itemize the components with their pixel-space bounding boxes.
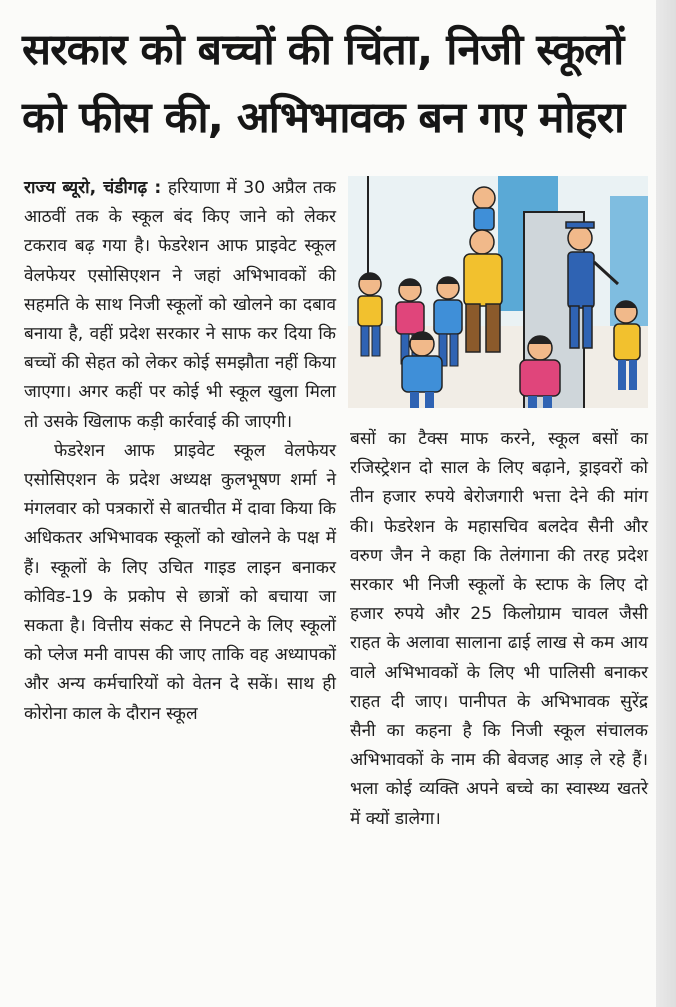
illustration-svg [348,176,648,408]
page-edge [656,0,676,1007]
headline: सरकार को बच्चों की चिंता, निजी स्कूलों को फीस की, अभिभावक बन गए मोहरा [22,25,625,143]
child-on-shoulders-body [474,208,494,230]
guard-body [568,252,594,308]
paragraph-1 [24,174,336,437]
parent-shirt [464,254,502,306]
school-children-illustration [348,176,648,408]
article-column-right [350,425,648,834]
article-column-left [24,174,336,729]
paragraph-1-text: हरियाणा में 30 अप्रैल तक आठवीं तक के स्कूल बंद किए जाने को लेकर टकराव बढ़ गया है। फेडरेशन आफ प्राइवेट स्कूल वेलफेयर एसोसिएशन ने जहां अभिभावकों की सहमति के साथ निजी स्कूलों को खोलने का दबाव बनाया है, वहीं प्रदेश सरकार ने साफ कर दिया कि बच्चों की सेहत को लेकर कोई समझौता नहीं किया जाएगा। अगर कहीं पर कोई भी स्कूल खुला मिला तो उसके खिलाफ कड़ी कार्रवाई की जाएगी। [24,178,336,432]
paragraph-2: फेडरेशन आफ प्राइवेट स्कूल वेलफेयर एसोसिएशन के प्रदेश अध्यक्ष कुलभूषण शर्मा ने मंगलवार को पत्रकारों से बातचीत में दावा किया कि अधिकतर अभिभावक स्कूलों को खोलने के पक्ष में हैं। स्कूलों के लिए उचित गाइड लाइन बनाकर कोविड-19 के प्रकोप से छात्रों को बचाया जा सकता है। वित्तीय संकट से निपटने के लिए स्कूलों को प्लेज मनी वापस की जाए ताकि वह अध्यापकों और अन्य कर्मचारियों को वेतन दे सकें। साथ ही कोरोना काल के दौरान स्कूल [24,440,336,724]
child-on-shoulders-head [473,187,495,209]
guard-cap [566,222,594,228]
paragraph-3: बसों का टैक्स माफ करने, स्कूल बसों का रजिस्ट्रेशन दो साल के लिए बढ़ाने, ड्राइवरों को तीन हजार रुपये बेरोजगारी भत्ता देने की मांग की। फेडरेशन के महासचिव बलदेव सैनी और वरुण जैन ने कहा कि तेलंगाना की तरह प्रदेश सरकार भी निजी स्कूलों के स्टाफ के लिए दो हजार रुपये और 25 किलोग्राम चावल जैसी राहत के अलावा सालाना ढाई लाख से कम आय वाले अभिभावकों के लिए भी पालिसी बनाकर राहत दी जाए। पानीपत के अभिभावक सुरेंद्र सैनी का कहना है कि निजी स्कूल संचालक अभिभावकों के नाम की बेवजह आड़ ले रहे हैं। भला कोई व्यक्ति अपने बच्चे का स्वास्थ्य खतरे में क्यों डालेगा। [350,429,648,829]
dateline: राज्य ब्यूरो, चंडीगढ़ : [24,178,162,198]
guard-head [568,226,592,250]
guard-leg-left [570,306,579,348]
parent-leg-left [466,304,480,352]
parent-head [470,230,494,254]
guard-leg-right [583,306,592,348]
parent-leg-right [486,304,500,352]
